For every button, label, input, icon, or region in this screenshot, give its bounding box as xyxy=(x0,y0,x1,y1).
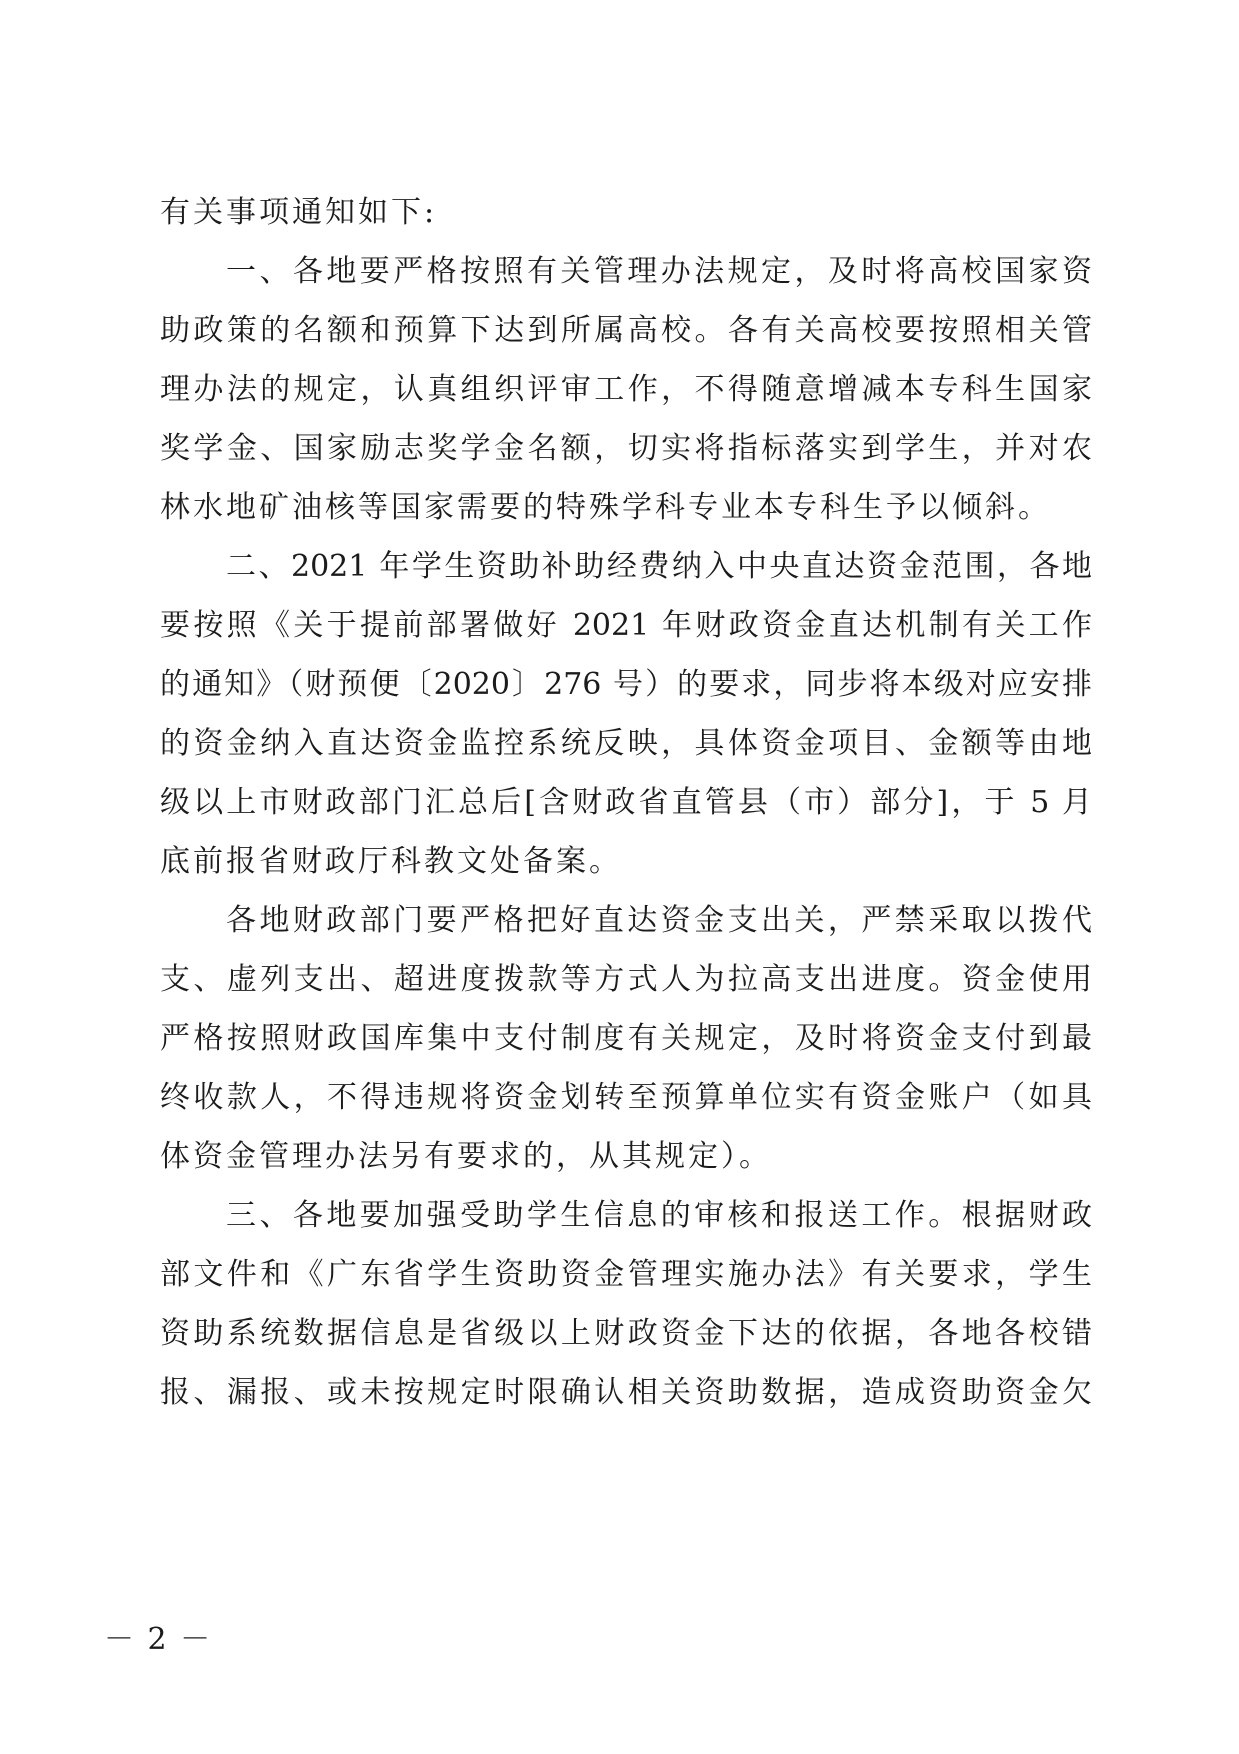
text-line: 严格按照财政国库集中支付制度有关规定，及时将资金支付到最 xyxy=(160,1021,1092,1056)
text-line: 报、漏报、或未按规定时限确认相关资助数据，造成资助资金欠 xyxy=(160,1375,1092,1410)
paragraph-first-line: 各地财政部门要严格把好直达资金支出关，严禁采取以拨代 xyxy=(226,903,1092,938)
text-line: 资助系统数据信息是省级以上财政资金下达的依据，各地各校错 xyxy=(160,1316,1092,1351)
text-line: 理办法的规定，认真组织评审工作，不得随意增减本专科生国家 xyxy=(160,372,1092,407)
text-line: 支、虚列支出、超进度拨款等方式人为拉高支出进度。资金使用 xyxy=(160,962,1092,997)
text-line: 级以上市财政部门汇总后[含财政省直管县（市）部分]，于 5 月 xyxy=(160,785,1092,820)
text-line: 终收款人，不得违规将资金划转至预算单位实有资金账户（如具 xyxy=(160,1080,1092,1115)
body-text xyxy=(160,183,1092,1422)
paragraph-last-line: 体资金管理办法另有要求的，从其规定）。 xyxy=(160,1139,772,1174)
page-number: － 2 － xyxy=(104,1622,213,1657)
paragraph-first-line: 二、2021 年学生资助补助经费纳入中央直达资金范围，各地 xyxy=(226,549,1092,584)
paragraph-first-line: 一、各地要严格按照有关管理办法规定，及时将高校国家资 xyxy=(226,254,1092,289)
text-line: 有关事项通知如下: xyxy=(160,195,438,230)
text-line: 要按照《关于提前部署做好 2021 年财政资金直达机制有关工作 xyxy=(160,608,1092,643)
paragraph-first-line: 三、各地要加强受助学生信息的审核和报送工作。根据财政 xyxy=(226,1198,1092,1233)
paragraph-last-line: 底前报省财政厅科教文处备案。 xyxy=(160,844,622,879)
text-line: 部文件和《广东省学生资助资金管理实施办法》有关要求，学生 xyxy=(160,1257,1092,1292)
text-line: 的资金纳入直达资金监控系统反映，具体资金项目、金额等由地 xyxy=(160,726,1092,761)
text-line: 助政策的名额和预算下达到所属高校。各有关高校要按照相关管 xyxy=(160,313,1092,348)
text-line: 的通知》（财预便〔2020〕276 号）的要求，同步将本级对应安排 xyxy=(160,667,1092,702)
text-line: 奖学金、国家励志奖学金名额，切实将指标落实到学生，并对农 xyxy=(160,431,1092,466)
paragraph-last-line: 林水地矿油核等国家需要的特殊学科专业本专科生予以倾斜。 xyxy=(160,490,1051,525)
